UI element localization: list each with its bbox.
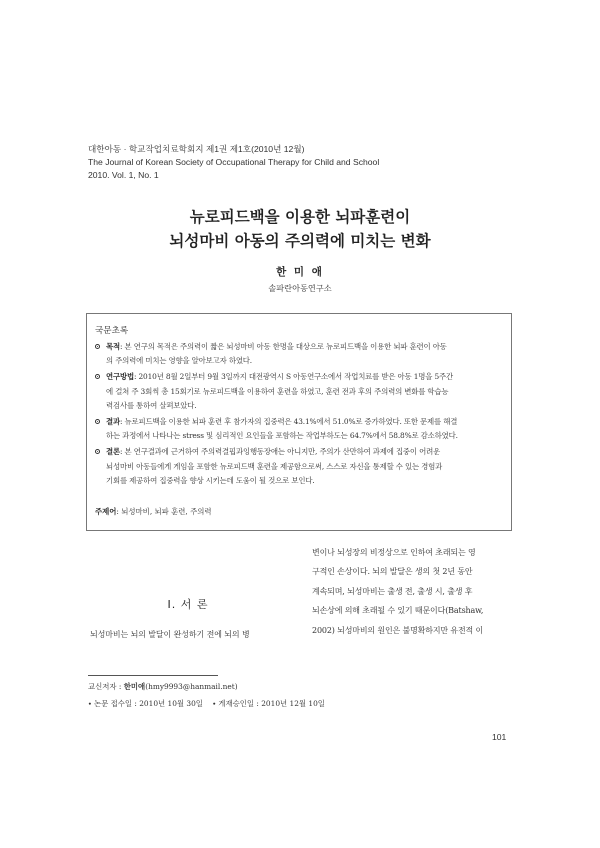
- abstract-purpose: [95, 340, 503, 368]
- abstract-text: 기회를 제공하여 집중력을 향상 시키는데 도움이 될 것으로 보인다.: [106, 475, 315, 485]
- body-line: 구적인 손상이다. 뇌의 발달은 생의 첫 2년 동안: [312, 567, 473, 577]
- abstract-conclusion: [95, 445, 503, 488]
- corresponding-author: [88, 681, 238, 692]
- abstract-label: 연구방법: [106, 372, 134, 382]
- corresponding-name: 한미애: [123, 682, 146, 691]
- body-line: 뇌손상에 의해 초래될 수 있기 때문이다(Batshaw,: [312, 606, 484, 616]
- body-right-column: [312, 543, 512, 640]
- title-line-1: 뉴로피드백을 이용한 뇌파훈련이: [189, 208, 411, 226]
- journal-name-korean: 대한아동 · 학교작업치료학회지 제1권 제1호(2010년 12월): [88, 144, 305, 154]
- abstract-text: 력검사를 통하여 살펴보았다.: [106, 400, 197, 410]
- abstract-text: : 뉴로피드백을 이용한 뇌파 훈련 후 참가자의 집중력은 43.1%에서 51.0%로 증가하였다. 또한 문제를 해결: [119, 417, 458, 427]
- author-affiliation: 솔파란아동연구소: [268, 283, 332, 293]
- corresponding-label: 교신저자 :: [88, 682, 122, 691]
- author-name: 한 미 애: [276, 266, 324, 278]
- abstract-label: 결론: [106, 447, 120, 457]
- footnote-divider: [88, 675, 218, 676]
- title-line-2: 뇌성마비 아동의 주의력에 미치는 변화: [169, 232, 431, 250]
- body-line: 뇌성마비는 뇌의 발달이 완성하기 전에 뇌의 병: [90, 630, 250, 639]
- bullet-icon: [95, 374, 100, 379]
- body-line: 2002) 뇌성마비의 원인은 불명확하지만 유전적 이: [312, 625, 484, 635]
- corresponding-email: (hmy9993@hanmail.net): [145, 682, 238, 691]
- received-date: ∙ 논문 접수일 : 2010년 10월 30일: [88, 699, 203, 708]
- paper-title: [0, 205, 600, 253]
- bullet-icon: [95, 344, 100, 349]
- abstract-text: : 2010년 8월 2일부터 9월 3일까지 대전광역시 S 아동연구소에서 작업치료를 받은 아동 1명을 5주간: [133, 372, 453, 382]
- abstract-text: : 본 연구결과에 근거하여 주의력결핍과잉행동장애는 아니지만, 주의가 산만하여 과제에 집중이 어려운: [119, 447, 441, 457]
- keywords-value: : 뇌성마비, 뇌파 훈련, 주의력: [116, 507, 212, 516]
- journal-volume: 2010. Vol. 1, No. 1: [88, 170, 159, 180]
- section-heading-introduction: I. 서 론: [167, 598, 209, 611]
- keywords-label: 주제어: [95, 507, 117, 516]
- body-line: 계속되며, 뇌성마비는 출생 전, 출생 시, 출생 후: [312, 586, 473, 596]
- abstract-results: [95, 415, 503, 443]
- abstract-text: 뇌성마비 아동들에게 게임을 포함한 뉴로피드백 훈련을 제공함으로써, 스스로 자신을 통제할 수 있는 경험과: [106, 461, 443, 471]
- accepted-date: ∙ 게재승인일 : 2010년 12월 10일: [212, 699, 325, 708]
- body-left-column: [90, 629, 290, 640]
- abstract-label: 결과: [106, 417, 120, 427]
- submission-dates: [88, 698, 325, 709]
- abstract-method: [95, 370, 503, 413]
- bullet-icon: [95, 419, 100, 424]
- abstract-text: 에 걸쳐 주 3회씩 총 15회기로 뉴로피드백을 이용하여 훈련을 하였고, 훈련 전과 후의 주의력의 변화를 학습능: [106, 386, 449, 396]
- abstract-text: : 본 연구의 목적은 주의력이 짧은 뇌성마비 아동 한명을 대상으로 뉴로피드백을 이용한 뇌파 훈련이 아동: [119, 342, 447, 351]
- body-line: 변이나 뇌성장의 비정상으로 인하여 초래되는 영: [312, 548, 476, 557]
- abstract-box: [86, 313, 512, 531]
- keywords: [95, 506, 212, 517]
- bullet-icon: [95, 449, 100, 454]
- abstract-text: 의 주의력에 미치는 영향을 알아보고자 하였다.: [106, 356, 252, 366]
- abstract-heading: 국문초록: [95, 326, 129, 336]
- journal-header: [88, 143, 379, 182]
- journal-name-english: The Journal of Korean Society of Occupational Therapy for Child and School: [88, 157, 380, 167]
- abstract-label: 목적: [106, 342, 120, 351]
- abstract-text: 하는 과정에서 나타나는 stress 및 심리적인 요인들을 포함하는 작업부하도는 64.7%에서 58.8%로 감소하였다.: [106, 431, 458, 441]
- page-number: 101: [492, 732, 507, 742]
